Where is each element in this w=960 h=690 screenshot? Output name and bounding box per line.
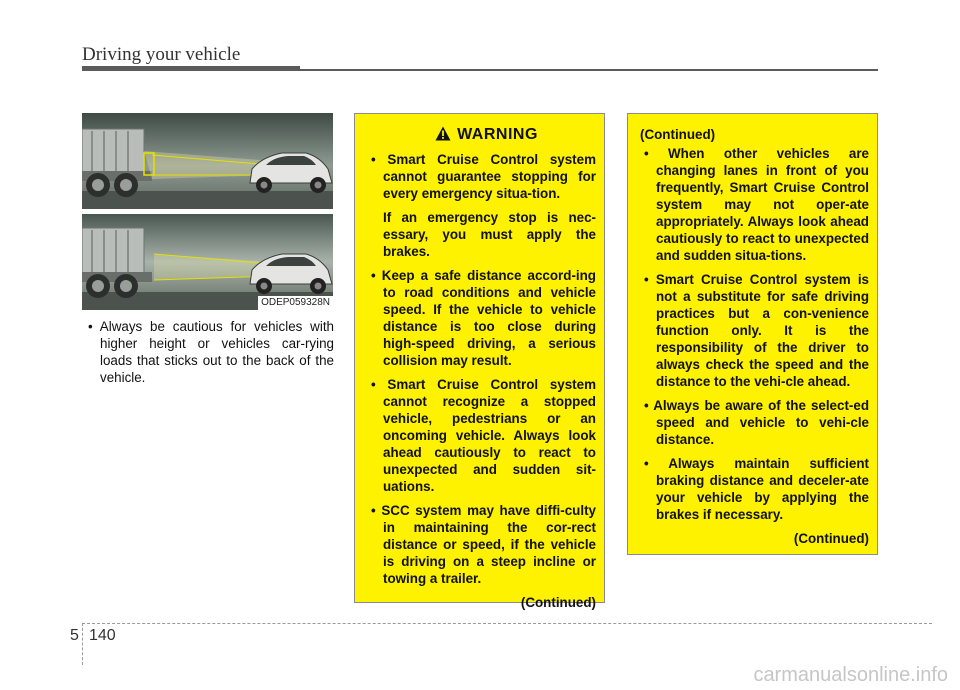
warning-heading (377, 126, 596, 144)
continued-header: (Continued) (640, 127, 716, 142)
warning-list (363, 151, 596, 587)
header-rule-thick (82, 66, 300, 71)
list-item: • Always be aware of the select-ed speed and vehicle to vehi-cle distance. (644, 398, 870, 447)
warning-box-continued (627, 113, 878, 555)
list-item: • Keep a safe distance accord-ing to road conditions and vehicle speed. If the vehicle to vehicle distance is too close during high-speed driving, a serious collision may result. (371, 268, 596, 368)
footer-rule (82, 623, 932, 624)
list-item: • Smart Cruise Control system is not a substitute for safe driving practices but a con-venience function only. It is the responsibility of the driver to always check the speed and the distance to the vehi-cle ahead. (644, 272, 869, 389)
scc-illustration (82, 113, 333, 311)
list-item: • Always maintain sufficient braking distance and deceler-ate your vehicle by applying the brakes if necessary. (644, 456, 869, 522)
watermark: carmanualsonline.info (753, 664, 948, 686)
list-item: • Smart Cruise Control system cannot recognize a stopped vehicle, pedestrians or an oncoming vehicle. Always look ahead cautiously to react to unexpected and sudden sit-uations. (371, 377, 596, 494)
continued-label: (Continued) (520, 595, 596, 610)
figure-code: ODEP059328N (258, 296, 333, 310)
warning-box (354, 113, 605, 610)
list-item: • Smart Cruise Control system cannot guarantee stopping for every emergency situa-tion. If an emergency stop is nec-essary, you must apply the brakes. (371, 152, 596, 259)
list-item: • SCC system may have diffi-culty in maintaining the cor-rect distance or speed, if the vehicle is driving on a steep incline or towing a trailer. (371, 503, 596, 586)
footer-divider (82, 623, 83, 665)
list-item: • Always be cautious for vehicles with higher height or vehicles car-rying loads that sticks out to the back of the vehicle. (88, 319, 334, 385)
page-number: 140 (89, 627, 116, 644)
warning-triangle-icon (435, 126, 451, 141)
chapter-number: 5 (70, 627, 79, 644)
list-item-subtext: If an emergency stop is nec-essary, you must apply the brakes. (383, 210, 596, 259)
warning-list (636, 145, 869, 523)
section-title: Driving your vehicle (82, 44, 241, 65)
left-bullet-list (84, 318, 334, 386)
continued-label: (Continued) (793, 531, 869, 546)
header-rule-thin (300, 69, 878, 71)
warning-title: WARNING (457, 126, 538, 143)
illustration-panel-top (82, 113, 333, 209)
list-item: • When other vehicles are changing lanes in front of you frequently, Smart Cruise Control system may not oper-ate appropriately. Always look ahead cautiously to react to unexpected and sudden situa-tions. (644, 146, 869, 263)
illustration-panel-bottom (82, 214, 333, 310)
